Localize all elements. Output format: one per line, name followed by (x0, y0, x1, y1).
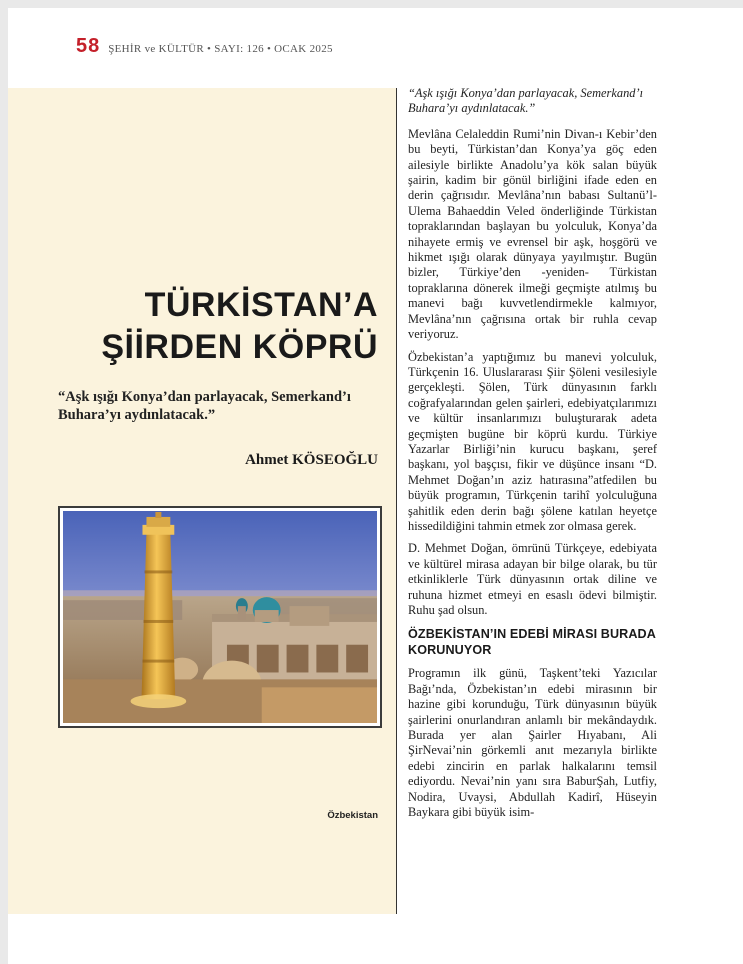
photo-frame (58, 506, 382, 728)
title-line-1: TÜRKİSTAN’A (144, 286, 378, 324)
body-paragraph: Mevlâna Celaleddin Rumi’nin Divan-ı Kebir’den bu beyti, Türkistan’dan Konya’ya göç eden ailesiyle birlikte Anadolu’ya kök salan büyük şairin, kadim bir gönül birliğini ifade eden en derin çağrısıdır. Mevlâna’nın babası Sultanü’l-Ulema Bahaeddin Veled önderliğinde Türkistan topraklarından başlayan bu yolculuk, Konya’da nihayete ermiş ve evrensel bir aşk, hoşgörü ve hikmet ışığı olarak dünyaya yayılmıştır. Bugün bizler, Türkiye’den -yeniden- Türkistan topraklarına dönerek ilmeği geçmişte atılmış bu manevi bağı kuvvetlendirmekle kalmıyor, Mevlâna’nın çağrısına ortak bir ruhla cevap veriyoruz. (408, 126, 657, 342)
page-header (76, 35, 333, 58)
page-number: 58 (76, 35, 101, 57)
body-paragraph: Programın ilk günü, Taşkent’teki Yazıcılar Bağı’nda, Özbekistan’ın edebi mirasının bir hazine gibi korunduğu, Türk dünyasının büyük şairlerini onurlandıran anlamlı bir mekândaydık. Burada yer alan Şairler Hıyabanı, Ali ŞirNevai’nin görkemli anıt mezarıyla birlikte edebi zincirin en parlak halkalarını temsil ediyordu. Nevai’nin yanı sıra BaburŞah, Lutfiy, Nodira, Uvaysi, Abdullah Kadirî, Hüseyin Baykara gibi büyük isim- (408, 666, 657, 820)
magazine-page (8, 8, 743, 964)
article-body (408, 86, 657, 827)
article-title (101, 284, 378, 368)
body-paragraph: D. Mehmet Doğan, ömrünü Türkçeye, edebiyata ve kültürel mirasa adayan bir bilge olarak, bu tür etkinliklerle Türk dünyasının ortak diline ve ruhuna hizmet etmeyi en esaslı ödevi bilmiştir. Ruhu şad olsun. (408, 541, 657, 617)
opening-quote: “Aşk ışığı Konya’dan parlayacak, Semerkand’ı Buhara’yı aydınlatacak.” (408, 86, 644, 116)
section-heading: ÖZBEKİSTAN’IN EDEBİ MİRASI BURADA KORUNUYOR (408, 627, 656, 658)
author-name: Ahmet KÖSEOĞLU (245, 452, 378, 468)
body-paragraph: Özbekistan’a yaptığımız bu manevi yolculuk, Türkçenin 16. Uluslararası Şiir Şöleni vesilesiyle gerçekleşti. Şölen, Türk dünyasının farklı coğrafyalarından gelen şairleri, edebiyatçılarımızı ve kültür insanlarımızı buluşturarak adeta geçmişten bugüne bir köprü kurdu. Türkiye Yazarlar Birliği’nin kurucu başkanı, şeref başkanı, yol başçısı, fikir ve düşünce insanı “D. Mehmet Doğan’ın aziz hatırasına”atfedilen bu büyük programın, Türkçenin tarihî yolculuğuna şahitlik eden derin bağı şölene katılan heyetçe hissedildiğini tahmin etmek zor olmasa gerek. (408, 349, 657, 533)
bukhara-skyline-photo (63, 511, 377, 723)
title-panel (8, 88, 397, 914)
title-line-2: ŞİİRDEN KÖPRÜ (101, 328, 378, 366)
photo-caption: Özbekistan (327, 810, 378, 821)
article-subtitle: “Aşk ışığı Konya’dan parlayacak, Semerkand’ı Buhara’yı aydınlatacak.” (58, 389, 351, 423)
running-head: ŞEHİR ve KÜLTÜR • SAYI: 126 • OCAK 2025 (108, 43, 333, 55)
